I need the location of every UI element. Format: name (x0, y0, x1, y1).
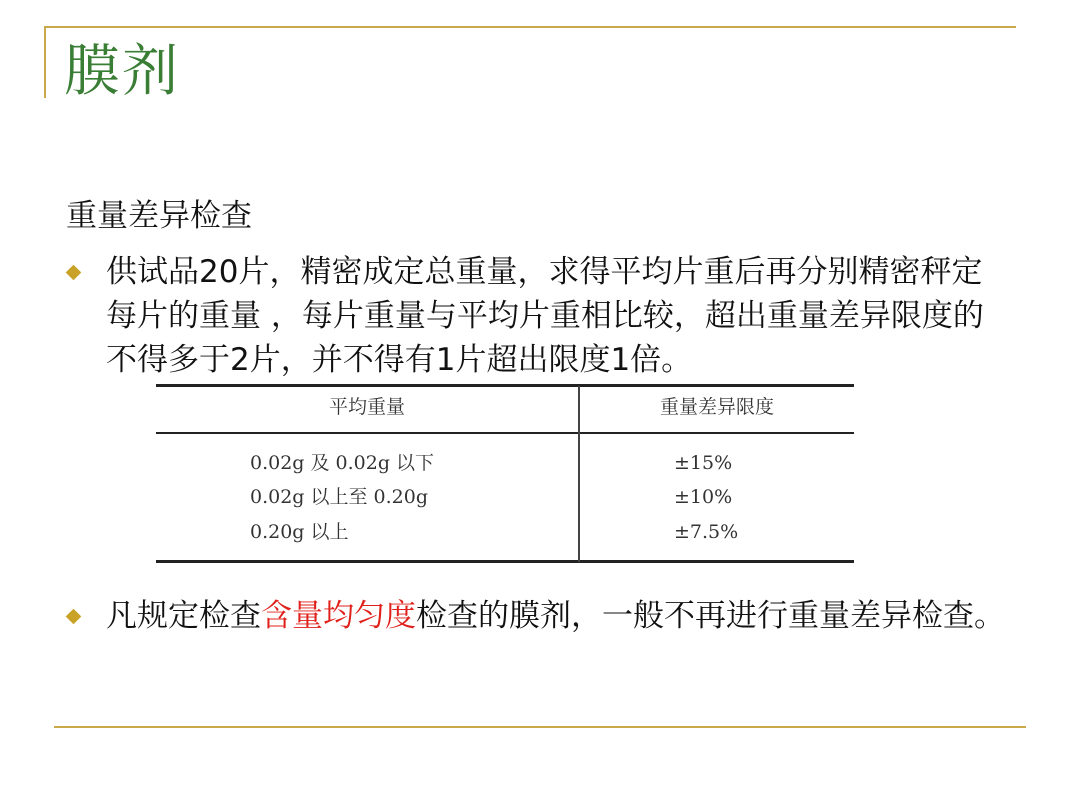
top-rule (44, 26, 1016, 28)
bullet-text-part: 凡规定检查 (106, 598, 261, 634)
bullet-text-part: 检查的膜剂，一般不再进行重量差异检查。 (416, 598, 1005, 634)
section-subheading: 重量差异检查 (66, 198, 252, 234)
table-cell: 0.02g 以上至 0.20g (250, 486, 429, 508)
table-top-rule (156, 384, 854, 387)
weight-variation-table (156, 382, 854, 566)
table-cell: 0.02g 及 0.02g 以下 (250, 452, 435, 474)
table-header-rule (156, 432, 854, 434)
table-bottom-rule (156, 560, 854, 563)
bullet-text: 供试品20片，精密成定总重量，求得平均片重后再分别精密秤定每片的重量 ，每片重量与平均片重相比较，超出重量差异限度的不得多于2片，并不得有1片超出限度1倍。 (106, 254, 984, 378)
slide-title: 膜剂 (64, 39, 180, 104)
table-cell: 0.20g 以上 (250, 521, 349, 543)
table-cell: ±10% (674, 486, 733, 508)
table-cell: ±15% (674, 452, 733, 474)
highlight-text: 含量均匀度 (261, 598, 416, 634)
bullet-item (66, 250, 1012, 382)
table-header-avg-weight: 平均重量 (328, 396, 405, 418)
bullet-text (106, 594, 1012, 638)
bullet-diamond-icon (66, 265, 82, 281)
bullet-diamond-icon (66, 609, 82, 625)
bullet-item (66, 594, 1012, 638)
table-cell: ±7.5% (674, 521, 739, 543)
table-header-limit: 重量差异限度 (659, 396, 774, 418)
title-accent-bar (44, 26, 46, 98)
bottom-rule (54, 726, 1026, 728)
